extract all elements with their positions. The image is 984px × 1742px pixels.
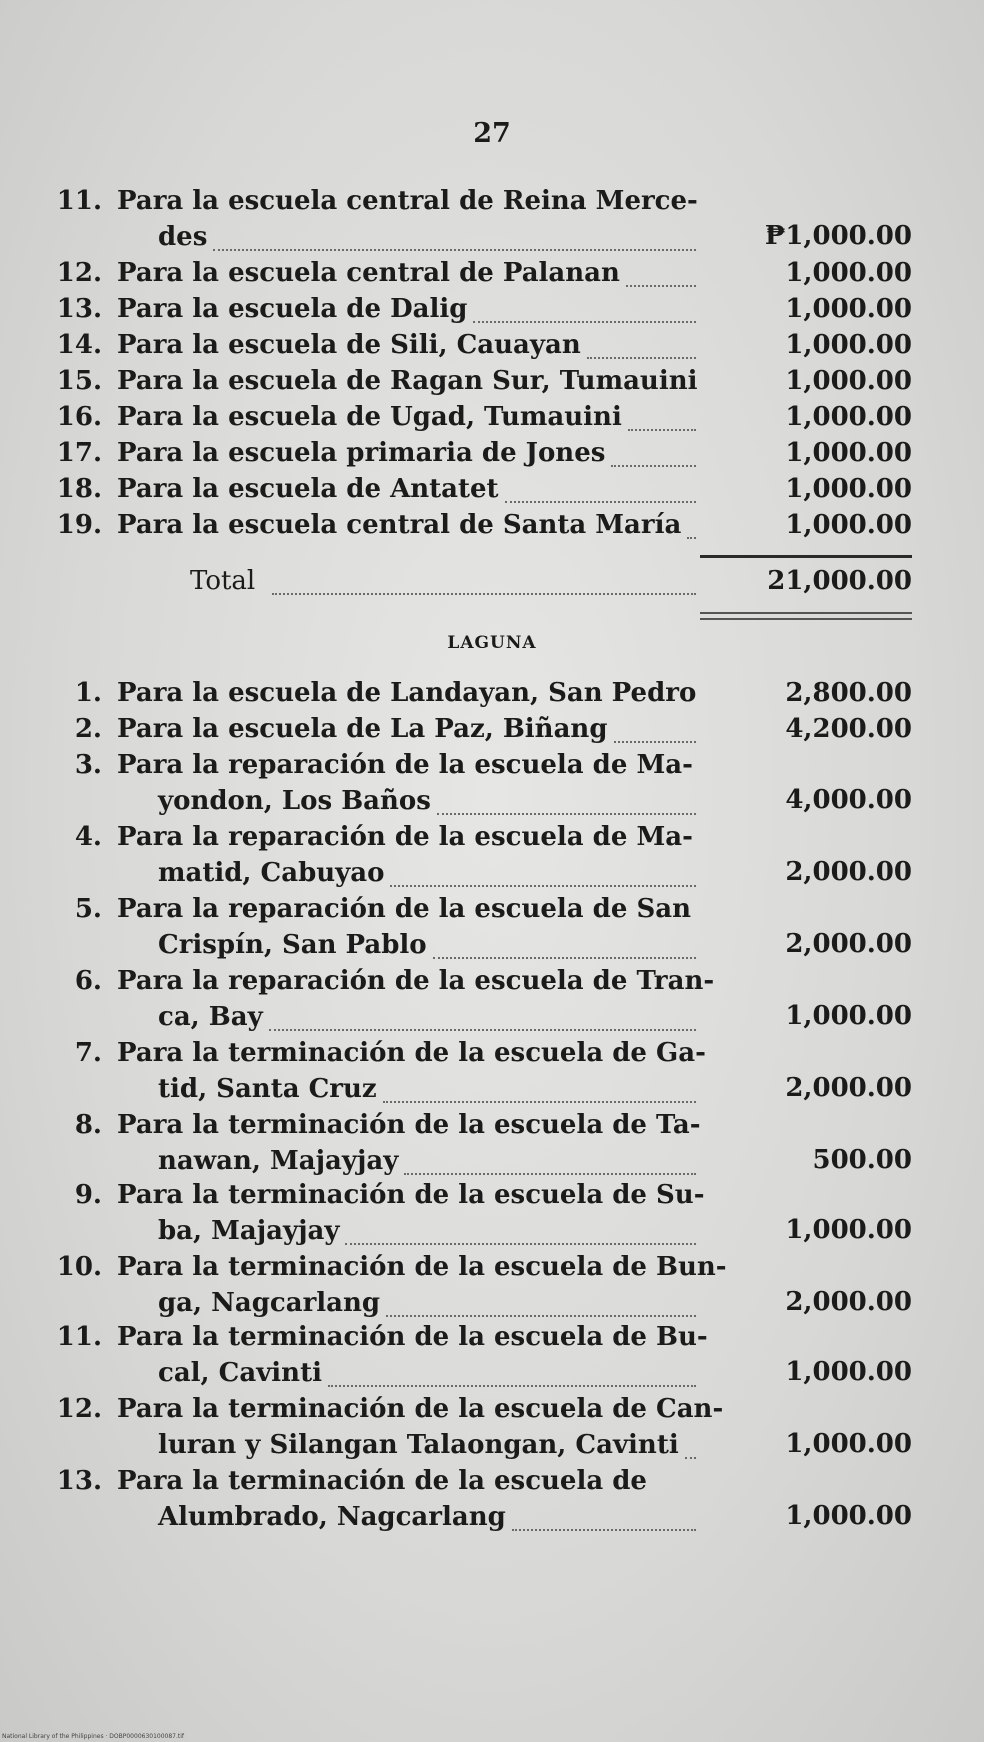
entry-description: Para la escuela de La Paz, Biñang xyxy=(117,714,608,744)
entry-number: 14. xyxy=(56,330,102,360)
entry-description: Para la escuela central de Reina Merce- xyxy=(117,186,698,216)
entry-number: 19. xyxy=(56,510,102,540)
entry-amount: 500.00 xyxy=(812,1145,912,1176)
leader-dots xyxy=(611,465,696,467)
entry-description: Para la escuela de Ugad, Tumauini xyxy=(117,402,622,432)
leader-dots xyxy=(383,1101,696,1103)
leader-dots xyxy=(614,741,696,743)
entry-description: cal, Cavinti xyxy=(158,1358,322,1388)
leader-dots xyxy=(328,1385,696,1387)
entry-number: 11. xyxy=(56,1322,102,1352)
leader-dots xyxy=(685,1457,696,1459)
entry-description: Para la terminación de la escuela de Ga- xyxy=(117,1038,706,1068)
entry-number: 11. xyxy=(56,186,102,216)
entry-amount: 1,000.00 xyxy=(785,1001,912,1032)
leader-dots xyxy=(386,1315,696,1317)
leader-dots xyxy=(687,537,696,539)
entry-amount: 1,000.00 xyxy=(785,366,912,396)
leader-dots xyxy=(587,357,696,359)
entry-amount: 1,000.00 xyxy=(785,474,912,504)
entry-description: luran y Silangan Talaongan, Cavinti xyxy=(158,1430,679,1460)
entry-number: 8. xyxy=(74,1110,102,1140)
total-double-rule xyxy=(700,612,912,620)
entry-number: 15. xyxy=(56,366,102,396)
entry-amount: 2,800.00 xyxy=(785,678,912,708)
entry-number: 1. xyxy=(74,678,102,708)
entry-number: 5. xyxy=(74,894,102,924)
entry-description: ga, Nagcarlang xyxy=(158,1288,381,1318)
entry-amount: 2,000.00 xyxy=(785,929,912,960)
leader-dots xyxy=(512,1529,696,1531)
entry-amount: ₱1,000.00 xyxy=(764,221,912,252)
leader-dots xyxy=(433,957,696,959)
entry-amount: 1,000.00 xyxy=(785,510,912,540)
entry-description: Crispín, San Pablo xyxy=(158,930,427,960)
entry-description: ba, Majayjay xyxy=(158,1216,340,1246)
entry-number: 12. xyxy=(56,1394,102,1424)
entry-number: 3. xyxy=(74,750,102,780)
leader-dots xyxy=(269,1029,696,1031)
entry-amount: 4,000.00 xyxy=(785,785,912,816)
entry-number: 12. xyxy=(56,258,102,288)
leader-dots xyxy=(505,501,696,503)
entry-description: Para la escuela central de Santa María xyxy=(117,510,682,540)
entry-amount: 1,000.00 xyxy=(785,1501,912,1532)
total-rule xyxy=(700,555,912,558)
entry-description: yondon, Los Baños xyxy=(158,786,431,816)
entry-description: Para la escuela primaria de Jones xyxy=(117,438,606,468)
entry-description: Para la terminación de la escuela de Ta- xyxy=(117,1110,701,1140)
entry-description: Para la escuela de Dalig xyxy=(117,294,468,324)
entry-amount: 1,000.00 xyxy=(785,1357,912,1388)
entry-number: 6. xyxy=(74,966,102,996)
entry-description: Para la escuela de Antatet xyxy=(117,474,499,504)
entry-description: Para la escuela de Landayan, San Pedro xyxy=(117,678,697,708)
entry-number: 13. xyxy=(56,1466,102,1496)
leader-dots xyxy=(626,285,696,287)
entry-description: Para la terminación de la escuela de Su- xyxy=(117,1180,705,1210)
leader-dots xyxy=(437,813,696,815)
section-heading: LAGUNA xyxy=(447,633,537,653)
entry-amount: 1,000.00 xyxy=(785,402,912,432)
leader-dots xyxy=(628,429,696,431)
entry-amount: 1,000.00 xyxy=(785,1429,912,1460)
entry-description: Para la escuela de Ragan Sur, Tumauini xyxy=(117,366,698,396)
entry-amount: 1,000.00 xyxy=(785,294,912,324)
entry-number: 10. xyxy=(56,1252,102,1282)
total-amount: 21,000.00 xyxy=(767,566,912,596)
entry-number: 9. xyxy=(74,1180,102,1210)
entry-description: Para la terminación de la escuela de Bun- xyxy=(117,1252,727,1282)
entry-amount: 1,000.00 xyxy=(785,1215,912,1246)
page-number: 27 xyxy=(473,118,511,149)
entry-description: ca, Bay xyxy=(158,1002,263,1032)
entry-description: Alumbrado, Nagcarlang xyxy=(158,1502,506,1532)
entry-number: 13. xyxy=(56,294,102,324)
entry-description: Para la terminación de la escuela de Bu- xyxy=(117,1322,708,1352)
leader-dots xyxy=(345,1243,696,1245)
entry-amount: 2,000.00 xyxy=(785,1073,912,1104)
total-label: Total xyxy=(190,566,256,596)
entry-amount: 1,000.00 xyxy=(785,330,912,360)
entry-number: 17. xyxy=(56,438,102,468)
leader-dots xyxy=(213,249,696,251)
entry-description: tid, Santa Cruz xyxy=(158,1074,377,1104)
entry-description: Para la reparación de la escuela de Ma- xyxy=(117,822,693,852)
entry-amount: 4,200.00 xyxy=(785,714,912,744)
entry-description: Para la escuela de Sili, Cauayan xyxy=(117,330,581,360)
entry-number: 4. xyxy=(74,822,102,852)
entry-description: matid, Cabuyao xyxy=(158,858,385,888)
entry-description: des xyxy=(158,222,208,252)
entry-description: Para la escuela central de Palanan xyxy=(117,258,620,288)
leader-dots xyxy=(473,321,696,323)
leader-dots xyxy=(272,593,696,595)
entry-description: Para la reparación de la escuela de Tran- xyxy=(117,966,715,996)
entry-description: Para la reparación de la escuela de Ma- xyxy=(117,750,693,780)
leader-dots xyxy=(390,885,696,887)
entry-amount: 2,000.00 xyxy=(785,857,912,888)
entry-amount: 1,000.00 xyxy=(785,438,912,468)
entry-description: Para la terminación de la escuela de xyxy=(117,1466,647,1496)
entry-amount: 1,000.00 xyxy=(785,258,912,288)
entry-number: 7. xyxy=(74,1038,102,1068)
entry-amount: 2,000.00 xyxy=(785,1287,912,1318)
entry-number: 2. xyxy=(74,714,102,744)
footer-credit: National Library of the Philippines · DOBP0000630100087.tif xyxy=(2,1733,185,1740)
entry-description: nawan, Majayjay xyxy=(158,1146,399,1176)
entry-description: Para la terminación de la escuela de Can- xyxy=(117,1394,724,1424)
leader-dots xyxy=(404,1173,696,1175)
entry-number: 18. xyxy=(56,474,102,504)
entry-number: 16. xyxy=(56,402,102,432)
entry-description: Para la reparación de la escuela de San xyxy=(117,894,691,924)
